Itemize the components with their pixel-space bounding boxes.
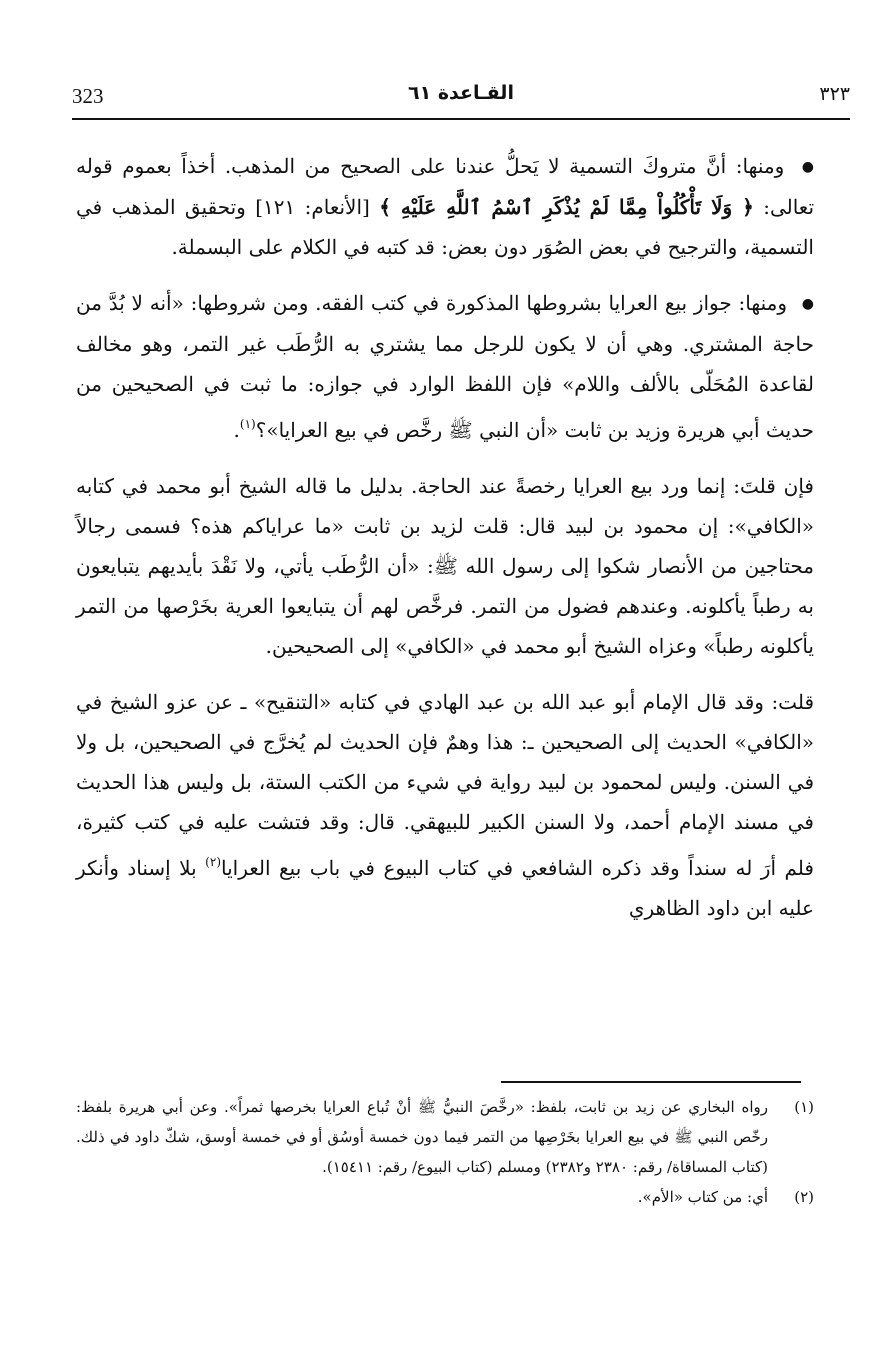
footnote-text: رواه البخاري عن زيد بن ثابت، بلفظ: «رخَّصَ النبيُّ ﷺ أنْ تُباع العرايا بخرصها ثمراً». وعن أبي هريرة بلفظ: رخّص النبي ﷺ في بيع العرايا بخَرْصِها من التمر فيما دون خمسة أوسُق أو في خمسة أوسق، شكّ داود في ذلك. (كتاب المساقاة/ رقم: ٢٣٨٠ و٢٣٨٢) ومسلم (كتاب البيوع/ رقم: ١٥٤١١). [76, 1098, 768, 1176]
footnote-ref[interactable]: (١) [239, 417, 256, 431]
paragraph [76, 466, 814, 666]
footnote-text: أي: من كتاب «الأم». [637, 1188, 768, 1206]
footnote-ref[interactable]: (٢) [205, 855, 221, 869]
paragraph-tail: . [233, 418, 240, 442]
footnote [76, 1092, 814, 1182]
running-header [72, 78, 850, 112]
footnote-number: (٢) [794, 1188, 814, 1206]
chapter-title: القـاعدة ٦١ [408, 82, 514, 104]
paragraph-text: فإن قلتَ: إنما ورد بيع العرايا رخصةً عند الحاجة. بدليل ما قاله الشيخ أبو محمد في كتابه «الكافي»: إن محمود بن لبيد قال: قلت لزيد بن ثابت «ما عراياكم هذه؟ فسمى رجالاً محتاجين من الأنصار شكوا إلى رسول الله ﷺ: «أن الرُّطَب يأتي، ولا نَقْدَ بأيديهم يتبايعون به رطباً يأكلونه. وعندهم فضول من التمر. فرخَّص لهم أن يتبايعوا العرية بخَرْصها من التمر يأكلونه رطباً» وعزاه الشيخ أبو محمد في «الكافي» إلى الصحيحين. [76, 474, 814, 658]
quran-verse: ﴿ وَلَا تَأْكُلُواْ مِمَّا لَمْ يُذْكَرِ ٱسْمُ ٱللَّهِ عَلَيْهِ ﴾ [379, 195, 754, 219]
bullet-icon: ● [801, 296, 814, 312]
page-number-arabic: ٣٢٣ [819, 83, 850, 105]
page-number-latin: 323 [72, 84, 104, 108]
paragraph [76, 146, 814, 267]
paragraph-tail: [الأنعام: ١٢١] وتحقيق المذهب في التسمية، والترجيح في بعض الصُوَر دون بعض: قد كتبه في الكلام على البسملة. [76, 195, 814, 259]
footnote-number: (١) [794, 1098, 814, 1116]
footnotes [76, 1092, 814, 1212]
paragraph-lead: ومنها: جواز بيع العرايا بشروطها المذكورة في كتب الفقه. ومن شروطها: «أنه لا بُدَّ من حاجة المشتري. وهي أن لا يكون للرجل مما يشتري به الرُّطَب غير التمر، وهو مخالف لقاعدة المُحَلّى بالألف واللام» فإن اللفظ الوارد في جوازه: ما ثبت في الصحيحين من حديث أبي هريرة وزيد بن ثابت «أن النبي ﷺ رخَّص في بيع العرايا»؟ [76, 291, 814, 442]
paragraph [76, 283, 814, 450]
footnote-rule [501, 1081, 801, 1083]
paragraph-lead: ومنها: أنَّ متروكَ التسمية لا يَحلُّ عندنا على الصحيح من المذهب. أخذاً بعموم قوله تعالى: [76, 154, 815, 219]
paragraph-tail: بلا إسناد وأنكر عليه ابن داود الظاهري [76, 856, 814, 920]
main-text [76, 146, 814, 944]
bullet-icon: ● [801, 159, 815, 175]
header-rule [72, 118, 850, 120]
paragraph-lead: قلت: وقد قال الإمام أبو عبد الله بن عبد الهادي في كتابه «التنقيح» ـ عن عزو الشيخ في «الكافي» الحديث إلى الصحيحين ـ: هذا وهمٌ فإن الحديث لم يُخرَّج في الصحيحين، بل ولا في السنن. وليس لمحمود بن لبيد رواية في شيء من الكتب الستة، بل وليس هذا الحديث في مسند الإمام أحمد، ولا السنن الكبير للبيهقي. قال: وقد فتشت عليه في كتب كثيرة، فلم أرَ له سنداً وقد ذكره الشافعي في كتاب البيوع في باب بيع العرايا [76, 690, 815, 880]
footnote [76, 1182, 814, 1212]
paragraph [76, 682, 814, 928]
